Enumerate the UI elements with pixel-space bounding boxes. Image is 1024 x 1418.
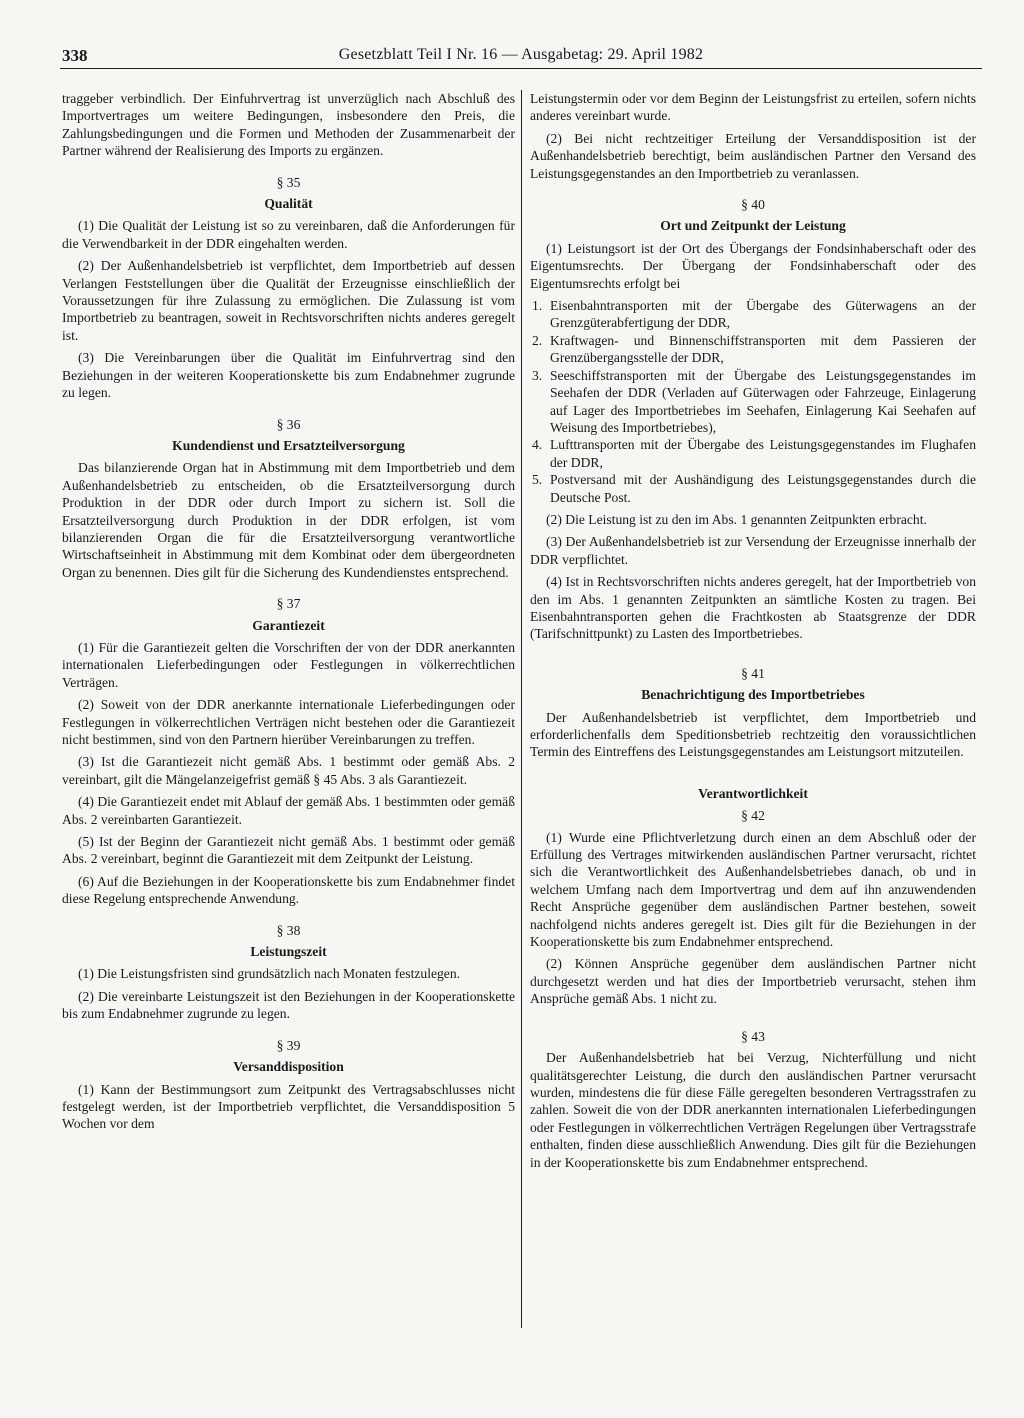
paragraph: Der Außenhandelsbetrieb ist verpflichtet, dem Importbetrieb und erforderlichenfalls dem Speditionsbetrieb rechtzeitig den voraussichtlichen Termin des Eintreffens des Leistungsgegenstandes am Leistungsort mitzuteilen. [530, 709, 976, 760]
list-item: 3. Seeschiffstransporten mit der Übergabe des Leistungsgegenstandes im Seehafen der DDR (Verladen auf Güterwagen oder Fahrzeuge, Einlagerung auf Lager des Importbetriebes im Seehafen, Einlagerung Kai Seehafen auf Weisung des Importbetriebes), [532, 367, 976, 435]
chapter-heading: Verantwortlichkeit [698, 785, 808, 801]
section-title: Kundendienst und Ersatzteilversorgung [172, 437, 405, 453]
section-number: § 39 [276, 1037, 301, 1053]
section-number: § 35 [276, 174, 301, 190]
list-item: 1. Eisenbahntransporten mit der Übergabe des Güterwagens an der Grenzgüterabfertigung der DDR, [532, 298, 976, 331]
paragraph: (3) Die Vereinbarungen über die Qualität im Einfuhrvertrag sind den Beziehungen in der weiteren Kooperationskette bis zum Endabnehmer zugrunde zu legen. [62, 350, 515, 401]
paragraph: (2) Die vereinbarte Leistungszeit ist den Beziehungen in der Kooperationskette bis zum Endabnehmer zugrunde zu legen. [62, 988, 515, 1022]
paragraph: Das bilanzierende Organ hat in Abstimmung mit dem Importbetrieb und dem Außenhandelsbetrieb zu entscheiden, ob die Ersatzteilversorgung durch Produktion in der DDR oder durch Import zu sichern ist. Soll die Ersatzteilversorgung durch Produktion in der DDR erfolgen, ist vom bilanzierenden Organ die für die Ersatzteilversorgung verantwortliche Wirtschaftseinheit in Abstimmung mit dem Kombinat oder dem übergeordneten Organ zu benennen. Dies gilt für die Sicherung des Kundendienstes entsprechend. [62, 460, 515, 580]
paragraph: (5) Ist der Beginn der Garantiezeit nicht gemäß Abs. 1 bestimmt oder gemäß Abs. 2 vereinbart, beginnt die Garantiezeit mit dem Zeitpunkt der Leistung. [62, 834, 515, 867]
section-number: § 36 [276, 416, 301, 432]
section-title: Ort und Zeitpunkt der Leistung [660, 218, 846, 234]
list-item: 4. Lufttransporten mit der Übergabe des Leistungsgegenstandes im Flughafen der DDR, [532, 437, 976, 470]
section-title: Qualität [264, 196, 313, 212]
column-divider [521, 90, 522, 1328]
left-column [62, 90, 515, 1388]
paragraph: (3) Der Außenhandelsbetrieb ist zur Versendung der Erzeugnisse innerhalb der DDR verpflichtet. [530, 534, 976, 567]
section-number: § 38 [276, 922, 301, 938]
paragraph: (2) Können Ansprüche gegenüber dem ausländischen Partner nicht durchgesetzt werden und hat dies der Importbetrieb verursacht, stehen ihm Ansprüche gemäß Abs. 1 nicht zu. [530, 956, 976, 1007]
paragraph: (1) Für die Garantiezeit gelten die Vorschriften der von der DDR anerkannten internationalen Lieferbedingungen oder Festlegungen in völkerrechtlichen Verträgen. [62, 639, 515, 690]
running-title: Gesetzblatt Teil I Nr. 16 — Ausgabetag: 29. April 1982 [338, 46, 704, 63]
paragraph: (1) Leistungsort ist der Ort des Übergangs der Fondsinhaberschaft oder des Eigentumsrechts. Der Übergang der Fondsinhaberschaft oder des Eigentumsrechts erfolgt bei [530, 240, 976, 291]
section-title: Leistungszeit [250, 944, 327, 960]
numbered-list [530, 297, 976, 506]
continued-paragraph: Leistungstermin oder vor dem Beginn der Leistungsfrist zu erteilen, sofern nichts anderes vereinbart wurde. [530, 91, 976, 124]
section-number: § 41 [741, 665, 765, 681]
continued-paragraph: traggeber verbindlich. Der Einfuhrvertrag ist unverzüglich nach Abschluß des Importvertrages um weitere Bedingungen, insbesondere den Preis, die Zahlungsbedingungen und die Formen und Methoden der Zusammenarbeit der Partner während der Realisierung des Imports zu ergänzen. [62, 91, 515, 159]
paragraph: (1) Die Qualität der Leistung ist so zu vereinbaren, daß die Anforderungen für die Verwendbarkeit in der DDR eingehalten werden. [62, 218, 515, 251]
section-number: § 42 [741, 808, 765, 824]
paragraph: (6) Auf die Beziehungen in der Kooperationskette bis zum Endabnehmer findet diese Regelung entsprechende Anwendung. [62, 873, 515, 907]
section-number: § 43 [741, 1028, 765, 1044]
paragraph: (3) Ist die Garantiezeit nicht gemäß Abs. 1 bestimmt oder gemäß Abs. 2 vereinbart, gilt die Mängelanzeigefrist gemäß § 45 Abs. 3 als Garantiezeit. [62, 754, 515, 787]
section-number: § 37 [276, 596, 301, 612]
paragraph: (2) Der Außenhandelsbetrieb ist verpflichtet, dem Importbetrieb auf dessen Verlangen Feststellungen über die Qualität der Erzeugnisse einschließlich der Voraussetzungen für ihre Zulassung zu ermöglichen. Die Zulassung ist vom Importbetrieb zu beantragen, soweit in Rechtsvorschriften nichts anderes geregelt ist. [62, 258, 515, 343]
paragraph: (1) Die Leistungsfristen sind grundsätzlich nach Monaten festzulegen. [78, 966, 461, 982]
list-item: 5. Postversand mit der Aushändigung des Leistungsgegenstandes durch die Deutsche Post. [532, 472, 976, 505]
section-title: Versanddisposition [233, 1059, 344, 1075]
section-title: Garantiezeit [252, 617, 325, 633]
paragraph: (2) Bei nicht rechtzeitiger Erteilung der Versanddisposition ist der Außenhandelsbetrieb berechtigt, beim ausländischen Partner den Versand des Leistungsgegenstandes an den Importbetrieb zu veranlassen. [530, 130, 976, 181]
section-title: Benachrichtigung des Importbetriebes [641, 687, 865, 703]
paragraph: (2) Soweit von der DDR anerkannte internationale Lieferbedingungen oder Festlegungen in völkerrechtlichen Verträgen nicht bestehen oder die Garantiezeit nicht bestimmen, sind von den Partnern hierüber Vereinbarungen zu treffen. [62, 697, 515, 747]
page-header [60, 46, 982, 69]
right-column [530, 90, 976, 1388]
paragraph: (2) Die Leistung ist zu den im Abs. 1 genannten Zeitpunkten erbracht. [546, 511, 927, 527]
paragraph: (1) Kann der Bestimmungsort zum Zeitpunkt des Vertragsabschlusses nicht festgelegt werden, ist der Importbetrieb verpflichtet, die Versanddisposition 5 Wochen vor dem [62, 1081, 515, 1132]
paragraph: (1) Wurde eine Pflichtverletzung durch einen an dem Abschluß oder der Erfüllung des Vertrages mitwirkenden ausländischen Partner verursacht, richtet sich die Verantwortlichkeit des Außenhandelsbetriebes danach, ob und in welchem Umfang nach dem Importvertrag und dem auf ihn anzuwendenden Recht Ansprüche gegenüber dem ausländischen Partner bestehen, soweit nachfolgend nichts anderes geregelt ist. Dies gilt für die Beziehungen in der Kooperationskette bis zum Endabnehmer entsprechend. [530, 829, 976, 950]
list-item: 2. Kraftwagen- und Binnenschiffstransporten mit dem Passieren der Grenzübergangsstelle der DDR, [532, 332, 976, 366]
section-number: § 40 [741, 197, 765, 213]
paragraph: (4) Ist in Rechtsvorschriften nichts anderes geregelt, hat der Importbetrieb von den im Abs. 1 genannten Zeitpunkten an sämtliche Kosten zu tragen. Bei Eisenbahntransporten gehen die Frachtkosten ab Staatsgrenze der DDR (Tarifschnittpunkt) zu Lasten des Importbetriebes. [530, 574, 976, 642]
page-number: 338 [62, 46, 88, 65]
paragraph: Der Außenhandelsbetrieb hat bei Verzug, Nichterfüllung und nicht qualitätsgerechter Leistung, die durch den ausländischen Partner verursacht wurden, mindestens die für diese Fälle geregelten besonderen Vertragsstrafen zu zahlen. Soweit die von der DDR anerkannten internationalen Lieferbedingungen oder Festlegungen in völkerrechtlichen Verträgen Regelungen über Vertragsstrafe enthalten, finden diese ausschließlich Anwendung. Dies gilt für die Beziehungen in der Kooperationskette bis zum Endabnehmer entsprechend. [530, 1050, 976, 1170]
paragraph: (4) Die Garantiezeit endet mit Ablauf der gemäß Abs. 1 bestimmten oder gemäß Abs. 2 vereinbarten Garantiezeit. [62, 794, 515, 827]
